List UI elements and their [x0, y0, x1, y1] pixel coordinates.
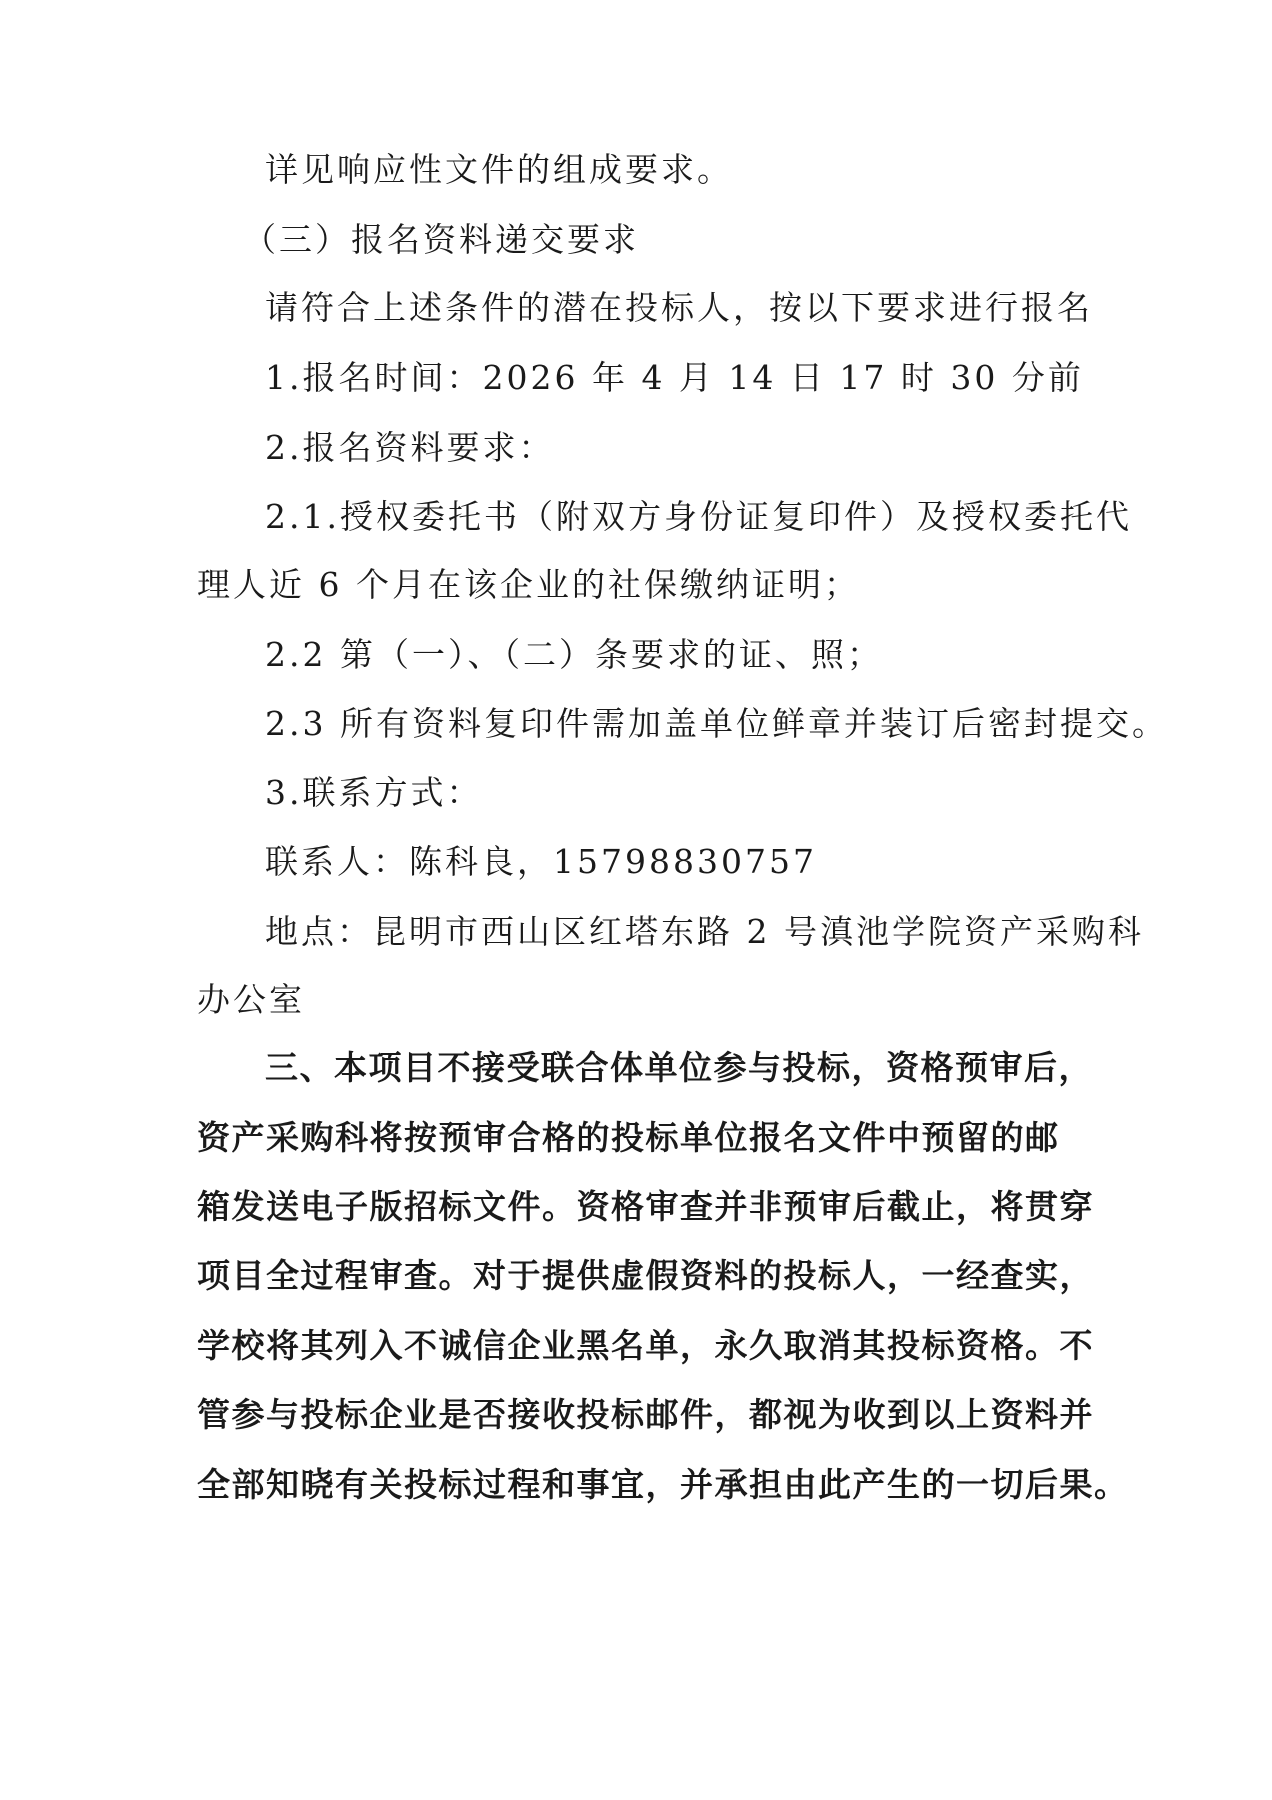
address-line: 地点：昆明市西山区红塔东路 2 号滇池学院资产采购科: [265, 912, 1144, 951]
section-three-line: 学校将其列入不诚信企业黑名单，永久取消其投标资格。不: [197, 1326, 1094, 1365]
registration-time: 1.报名时间：2026 年 4 月 14 日 17 时 30 分前: [265, 358, 1084, 397]
paragraph-line: 理人近 6 个月在该企业的社保缴纳证明；: [197, 565, 860, 604]
address-line: 办公室: [197, 980, 305, 1019]
paragraph-line: 3.联系方式：: [265, 773, 483, 812]
section-three-line: 三、本项目不接受联合体单位参与投标，资格预审后，: [265, 1048, 1093, 1087]
paragraph-line: 2.报名资料要求：: [265, 428, 555, 467]
section-three-line: 管参与投标企业是否接收投标邮件，都视为收到以上资料并: [197, 1395, 1094, 1434]
section-three-line: 箱发送电子版招标文件。资格审查并非预审后截止，将贯穿: [197, 1187, 1094, 1226]
paragraph-line: 2.1.授权委托书（附双方身份证复印件）及授权委托代: [265, 497, 1132, 536]
section-heading: （三）报名资料递交要求: [243, 220, 639, 259]
section-three-line: 全部知晓有关投标过程和事宜，并承担由此产生的一切后果。: [197, 1465, 1129, 1504]
paragraph-line: 请符合上述条件的潜在投标人，按以下要求进行报名: [265, 288, 1093, 327]
paragraph-line: 详见响应性文件的组成要求。: [265, 150, 733, 189]
section-three-line: 项目全过程审查。对于提供虚假资料的投标人，一经查实，: [197, 1256, 1094, 1295]
paragraph-line: 2.2 第（一）、（二）条要求的证、照；: [265, 635, 883, 674]
section-three-line: 资产采购科将按预审合格的投标单位报名文件中预留的邮: [197, 1118, 1060, 1157]
contact-person: 联系人：陈科良，15798830757: [265, 842, 817, 881]
paragraph-line: 2.3 所有资料复印件需加盖单位鲜章并装订后密封提交。: [265, 704, 1168, 743]
